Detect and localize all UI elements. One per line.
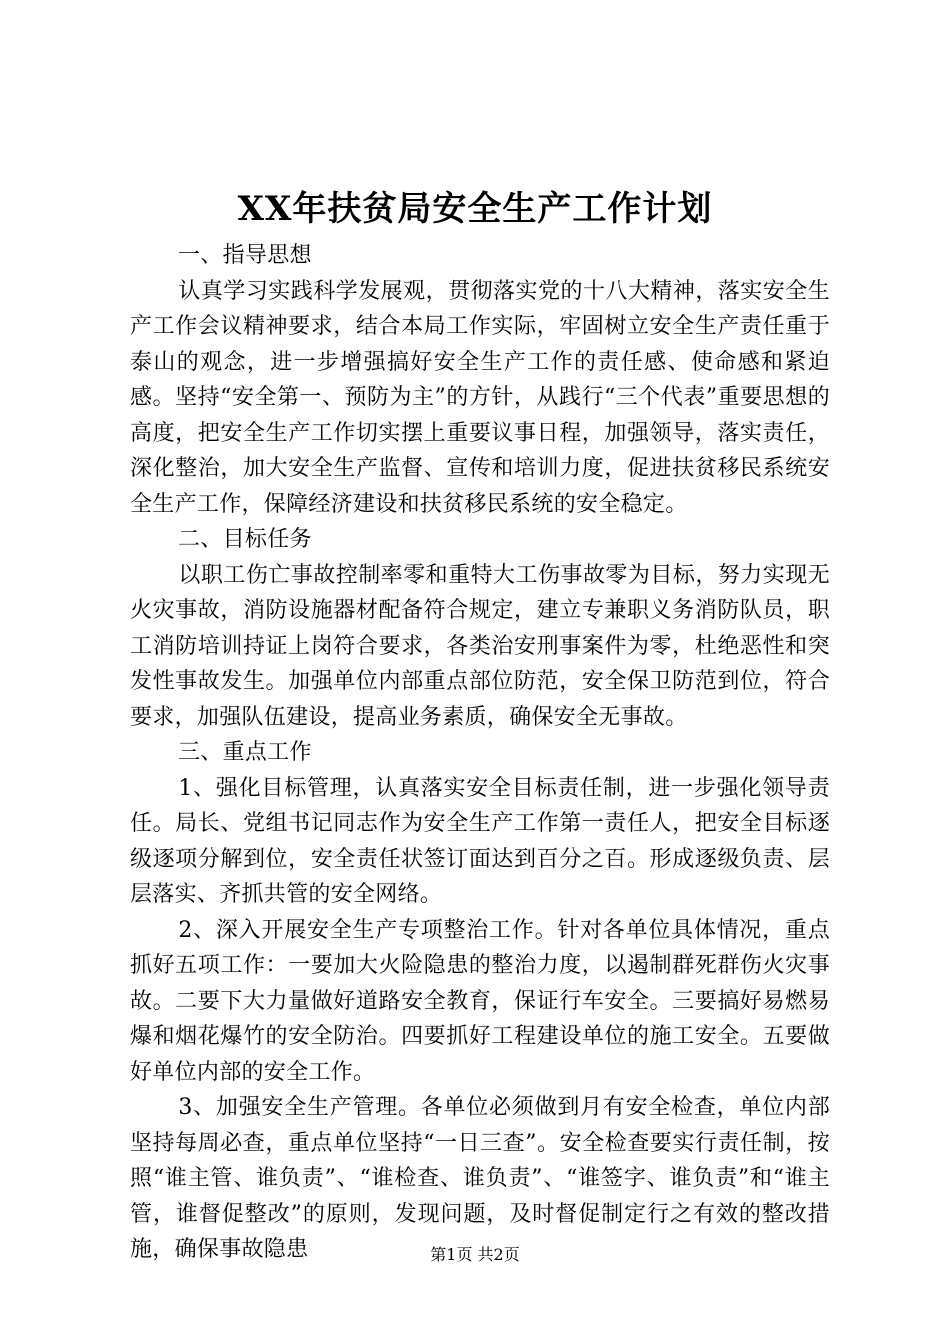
section-goals-tasks <box>130 522 830 735</box>
document-title: XX年扶贫局安全生产工作计划 <box>237 189 713 229</box>
section-paragraph: 认真学习实践科学发展观，贯彻落实党的十八大精神，落实安全生产工作会议精神要求，结合本局工作实际，牢固树立安全生产责任重于泰山的观念，进一步增强搞好安全生产工作的责任感、使命感和紧迫感。坚持“安全第一、预防为主”的方针，从践行“三个代表”重要思想的高度，把安全生产工作切实摆上重要议事日程，加强领导，落实责任，深化整治，加大安全生产监督、宣传和培训力度，促进扶贫移民系统安全生产工作，保障经济建设和扶贫移民系统的安全稳定。 <box>130 278 830 517</box>
section-heading: 一、指导思想 <box>178 243 312 268</box>
section-heading: 二、目标任务 <box>178 527 312 552</box>
section-paragraph: 2、深入开展安全生产专项整治工作。针对各单位具体情况，重点抓好五项工作：一要加大火险隐患的整治力度，以遏制群死群伤火灾事故。二要下大力量做好道路安全教育，保证行车安全。三要搞好易燃易爆和烟花爆竹的安全防治。四要抓好工程建设单位的施工安全。五要做好单位内部的安全工作。 <box>130 917 830 1085</box>
section-key-work <box>130 735 830 1268</box>
document-body <box>130 238 830 1268</box>
page-number-footer: 第1页 共2页 <box>430 1245 520 1264</box>
section-guiding-ideology <box>130 238 830 522</box>
section-paragraph: 3、加强安全生产管理。各单位必须做到月有安全检查，单位内部坚持每周必查，重点单位坚持“一日三查”。安全检查要实行责任制，按照“谁主管、谁负责”、“谁检查、谁负责”、“谁签字、谁负责”和“谁主管，谁督促整改”的原则，发现问题，及时督促制定行之有效的整改措施，确保事故隐患 <box>130 1095 830 1262</box>
section-paragraph: 以职工伤亡事故控制率零和重特大工伤事故零为目标，努力实现无火灾事故，消防设施器材配备符合规定，建立专兼职义务消防队员，职工消防培训持证上岗符合要求，各类治安刑事案件为零，杜绝恶性和突发性事故发生。加强单位内部重点部位防范，安全保卫防范到位，符合要求，加强队伍建设，提高业务素质，确保安全无事故。 <box>130 562 830 730</box>
section-heading: 三、重点工作 <box>178 740 312 765</box>
section-paragraph: 1、强化目标管理，认真落实安全目标责任制，进一步强化领导责任。局长、党组书记同志作为安全生产工作第一责任人，把安全目标逐级逐项分解到位，安全责任状签订面达到百分之百。形成逐级负责、层层落实、齐抓共管的安全网络。 <box>130 775 830 907</box>
